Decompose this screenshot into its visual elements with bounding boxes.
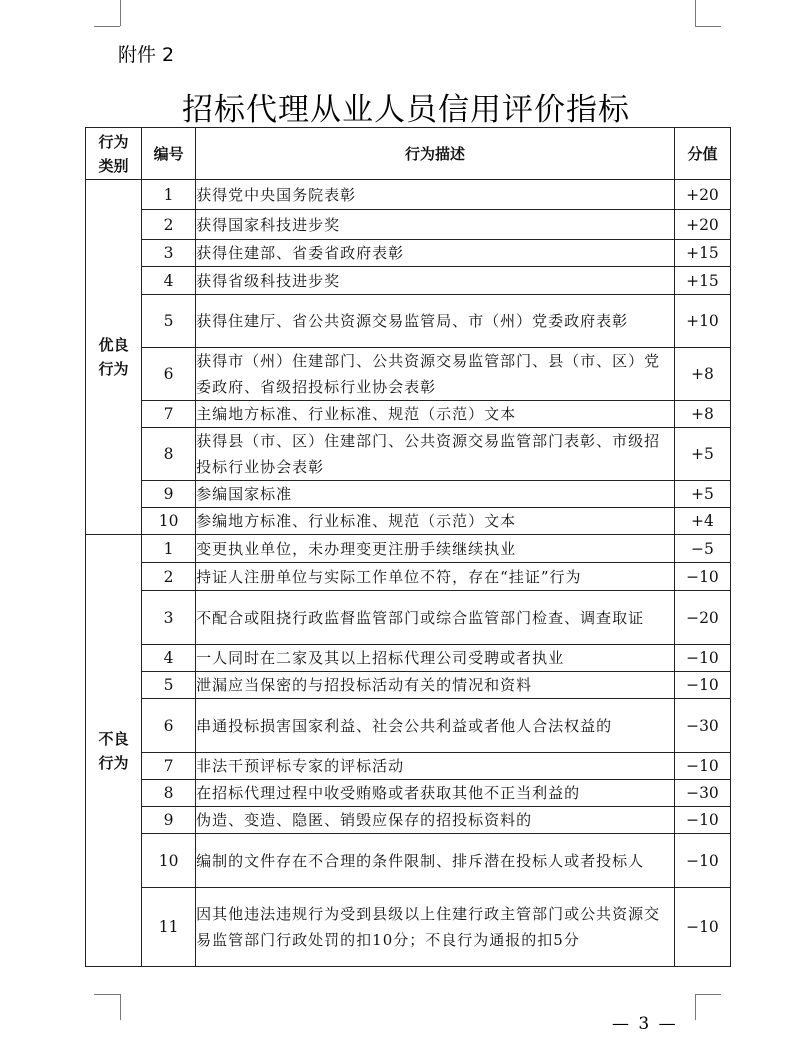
row-score: +20 — [674, 210, 730, 240]
row-description: 获得住建部、省委省政府表彰 — [196, 240, 675, 267]
row-number: 11 — [142, 888, 196, 967]
header-category: 行为类别 — [86, 128, 142, 180]
row-number: 4 — [142, 645, 196, 672]
table-row — [86, 535, 731, 563]
row-score: −10 — [674, 834, 730, 888]
row-score: +4 — [674, 508, 730, 535]
table-row — [86, 295, 731, 348]
row-number: 10 — [142, 834, 196, 888]
row-description: 获得住建厅、省公共资源交易监管局、市（州）党委政府表彰 — [196, 295, 675, 348]
credit-evaluation-table — [85, 127, 731, 967]
table-row — [86, 401, 731, 428]
page-title: 招标代理从业人员信用评价指标 — [182, 92, 630, 128]
row-description: 变更执业单位，未办理变更注册手续继续执业 — [196, 535, 675, 563]
row-description: 获得党中央国务院表彰 — [196, 180, 675, 210]
row-number: 1 — [142, 535, 196, 563]
table-row — [86, 591, 731, 645]
row-description: 非法干预评标专家的评标活动 — [196, 753, 675, 780]
good-category-label: 优良行为 — [98, 336, 129, 378]
row-score: −10 — [674, 807, 730, 834]
row-number: 4 — [142, 267, 196, 295]
table-row — [86, 645, 731, 672]
row-number: 5 — [142, 672, 196, 699]
row-number: 8 — [142, 780, 196, 807]
table-row — [86, 481, 731, 508]
table-row — [86, 780, 731, 807]
table-row — [86, 834, 731, 888]
row-description: 持证人注册单位与实际工作单位不符，存在“挂证”行为 — [196, 563, 675, 591]
row-description: 获得市（州）住建部门、公共资源交易监管部门、县（市、区）党委政府、省级招投标行业协会表彰 — [196, 348, 675, 401]
row-number: 10 — [142, 508, 196, 535]
header-number: 编号 — [142, 128, 196, 180]
bad-category-cell — [86, 535, 142, 967]
row-number: 7 — [142, 401, 196, 428]
row-score: −10 — [674, 888, 730, 967]
row-description: 泄漏应当保密的与招投标活动有关的情况和资料 — [196, 672, 675, 699]
table-row — [86, 888, 731, 967]
row-number: 9 — [142, 807, 196, 834]
row-number: 6 — [142, 699, 196, 753]
row-number: 9 — [142, 481, 196, 508]
row-number: 2 — [142, 210, 196, 240]
table-row — [86, 348, 731, 401]
row-description: 参编地方标准、行业标准、规范（示范）文本 — [196, 508, 675, 535]
page-number: — 3 — — [612, 1014, 678, 1034]
row-description: 参编国家标准 — [196, 481, 675, 508]
row-score: +15 — [674, 240, 730, 267]
row-description: 获得国家科技进步奖 — [196, 210, 675, 240]
row-description: 获得县（市、区）住建部门、公共资源交易监管部门表彰、市级招投标行业协会表彰 — [196, 428, 675, 481]
row-number: 6 — [142, 348, 196, 401]
row-score: +5 — [674, 481, 730, 508]
table-row — [86, 240, 731, 267]
row-description: 在招标代理过程中收受贿赂或者获取其他不正当利益的 — [196, 780, 675, 807]
row-score: −10 — [674, 753, 730, 780]
row-score: −30 — [674, 780, 730, 807]
row-number: 1 — [142, 180, 196, 210]
table-row — [86, 428, 731, 481]
row-score: −5 — [674, 535, 730, 563]
row-score: +8 — [674, 401, 730, 428]
row-number: 2 — [142, 563, 196, 591]
table-row — [86, 807, 731, 834]
row-number: 5 — [142, 295, 196, 348]
row-score: −10 — [674, 672, 730, 699]
table-row — [86, 210, 731, 240]
row-number: 3 — [142, 240, 196, 267]
row-description: 获得省级科技进步奖 — [196, 267, 675, 295]
row-score: +8 — [674, 348, 730, 401]
row-score: −10 — [674, 645, 730, 672]
table-row — [86, 672, 731, 699]
row-score: −30 — [674, 699, 730, 753]
row-score: +20 — [674, 180, 730, 210]
table-row — [86, 508, 731, 535]
row-score: −10 — [674, 563, 730, 591]
header-score: 分值 — [674, 128, 730, 180]
bad-category-label: 不良行为 — [98, 729, 129, 772]
row-description: 伪造、变造、隐匿、销毁应保存的招投标资料的 — [196, 807, 675, 834]
row-number: 3 — [142, 591, 196, 645]
header-description: 行为描述 — [196, 128, 675, 180]
row-score: −20 — [674, 591, 730, 645]
good-category-cell — [86, 180, 142, 535]
table-row — [86, 267, 731, 295]
row-score: +5 — [674, 428, 730, 481]
row-description: 串通投标损害国家利益、社会公共利益或者他人合法权益的 — [196, 699, 675, 753]
table-row — [86, 180, 731, 210]
table-row — [86, 699, 731, 753]
row-number: 7 — [142, 753, 196, 780]
row-description: 因其他违法违规行为受到县级以上住建行政主管部门或公共资源交易监管部门行政处罚的扣10分；不良行为通报的扣5分 — [196, 888, 675, 967]
row-score: +15 — [674, 267, 730, 295]
row-description: 不配合或阻挠行政监督监管部门或综合监管部门检查、调查取证 — [196, 591, 675, 645]
table-row — [86, 753, 731, 780]
row-description: 一人同时在二家及其以上招标代理公司受聘或者执业 — [196, 645, 675, 672]
table-row — [86, 563, 731, 591]
table-body — [86, 180, 731, 967]
row-description: 编制的文件存在不合理的条件限制、排斥潜在投标人或者投标人 — [196, 834, 675, 888]
row-number: 8 — [142, 428, 196, 481]
row-description: 主编地方标准、行业标准、规范（示范）文本 — [196, 401, 675, 428]
attachment-label: 附件 2 — [118, 44, 175, 66]
row-score: +10 — [674, 295, 730, 348]
